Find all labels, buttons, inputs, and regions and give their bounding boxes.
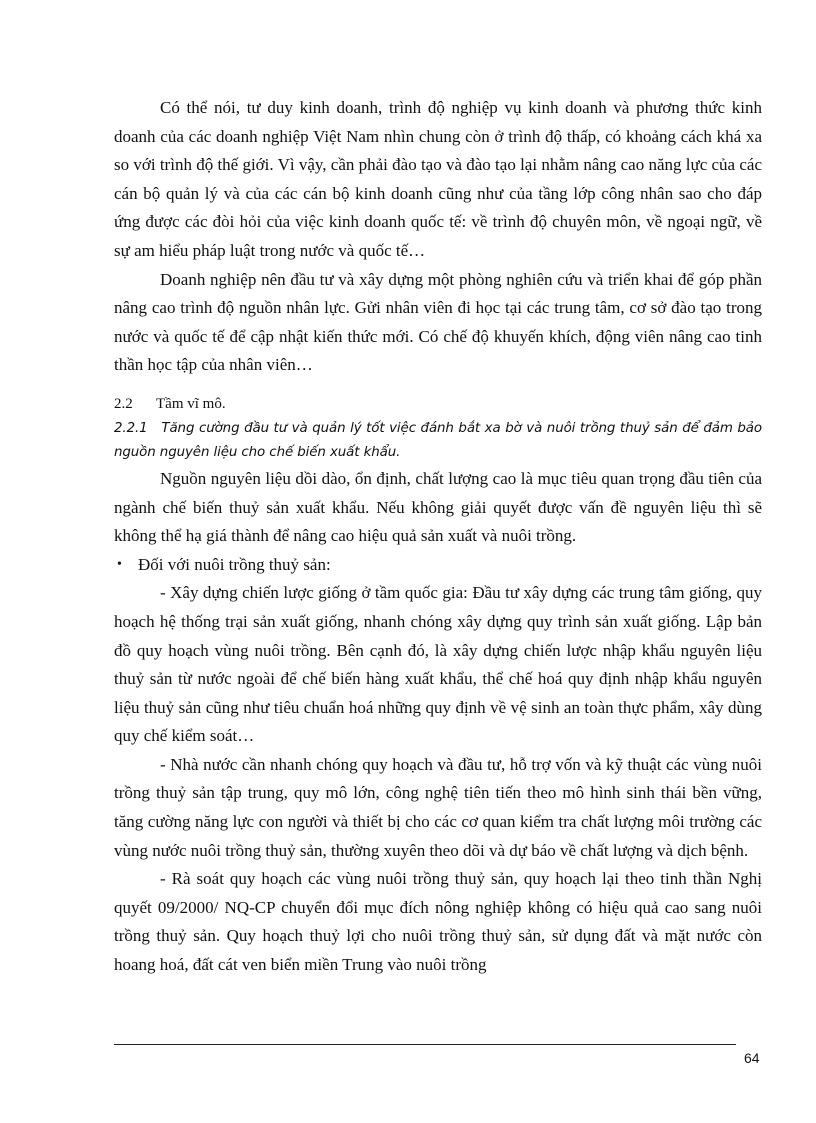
subsection-heading	[114, 417, 762, 465]
body-text	[114, 94, 762, 980]
subsection-number: 2.2.1	[114, 420, 148, 436]
bullet-icon: •	[117, 556, 122, 572]
paragraph: Có thể nói, tư duy kinh doanh, trình độ nghiệp vụ kinh doanh và phương thức kinh doanh của các doanh nghiệp Việt Nam nhìn chung còn ở trình độ thấp, có khoảng cách khá xa so với trình độ thế giới. Vì vậy, cần phải đào tạo và đào tạo lại nhằm nâng cao năng lực của các cán bộ quản lý và của các cán bộ kinh doanh cũng như của tầng lớp công nhân sao cho đáp ứng được các đòi hỏi của việc kinh doanh quốc tế: về trình độ chuyên môn, về ngoại ngữ, về sự am hiểu pháp luật trong nước và quốc tế…	[114, 98, 762, 260]
page-number: 64	[744, 1050, 760, 1066]
dash-item: - Xây dựng chiến lược giống ở tầm quốc gia: Đầu tư xây dựng các trung tâm giống, quy hoạch hệ thống trại sản xuất giống, nhanh chóng xây dựng quy trình sản xuất giống. Lập bản đồ quy hoạch vùng nuôi trồng. Bên cạnh đó, là xây dựng chiến lược nhập khẩu nguyên liệu thuỷ sản từ nước ngoài để chế biến hàng xuất khẩu, thể chế hoá quy định nhập khẩu nguyên liệu thuỷ sản cũng như tiêu chuẩn hoá những quy định về vệ sinh an toàn thực phẩm, xây dùng quy chế kiểm soát…	[114, 583, 762, 746]
footer-divider	[114, 1044, 736, 1045]
section-number: 2.2	[114, 395, 133, 412]
section-title: Tầm vĩ mô.	[156, 395, 226, 412]
paragraph: Doanh nghiệp nên đầu tư và xây dựng một phòng nghiên cứu và triển khai để góp phần nâng cao trình độ nguồn nhân lực. Gửi nhân viên đi học tại các trung tâm, cơ sở đào tạo trong nước và quốc tế để cập nhật kiến thức mới. Có chế độ khuyến khích, động viên nâng cao tinh thần học tập của nhân viên…	[114, 269, 762, 375]
section-heading	[114, 391, 762, 417]
subsection-title: Tăng cường đầu tư và quản lý tốt việc đánh bắt xa bờ và nuôi trồng thuỷ sản để đảm bảo nguồn nguyên liệu cho chế biến xuất khẩu.	[114, 420, 762, 460]
bullet-text: Đối với nuôi trồng thuỷ sản:	[138, 554, 331, 574]
paragraph: Nguồn nguyên liệu dồi dào, ổn định, chất lượng cao là mục tiêu quan trọng đầu tiên của ngành chế biến thuỷ sản xuất khẩu. Nếu không giải quyết được vấn đề nguyên liệu thì sẽ không thể hạ giá thành để nâng cao hiệu quả sản xuất và nuôi trồng.	[114, 468, 762, 546]
dash-item: - Rà soát quy hoạch các vùng nuôi trồng thuỷ sản, quy hoạch lại theo tinh thần Nghị quyết 09/2000/ NQ-CP chuyển đổi mục đích nông nghiệp không có hiệu quả cao sang nuôi trồng thuỷ sản. Quy hoạch thuỷ lợi cho nuôi trồng thuỷ sản, sử dụng đất và mặt nước còn hoang hoá, đất cát ven biển miền Trung vào nuôi trồng	[114, 869, 762, 975]
bullet-item	[114, 551, 762, 580]
dash-item: - Nhà nước cần nhanh chóng quy hoạch và đầu tư, hỗ trợ vốn và kỹ thuật các vùng nuôi trồng thuỷ sản tập trung, quy mô lớn, công nghệ tiên tiến theo mô hình sinh thái bền vững, tăng cường năng lực con người và thiết bị cho các cơ quan kiểm tra chất lượng môi trường các vùng nước nuôi trồng thuỷ sản, thường xuyên theo dõi và dự báo về chất lượng và dịch bệnh.	[114, 754, 762, 860]
